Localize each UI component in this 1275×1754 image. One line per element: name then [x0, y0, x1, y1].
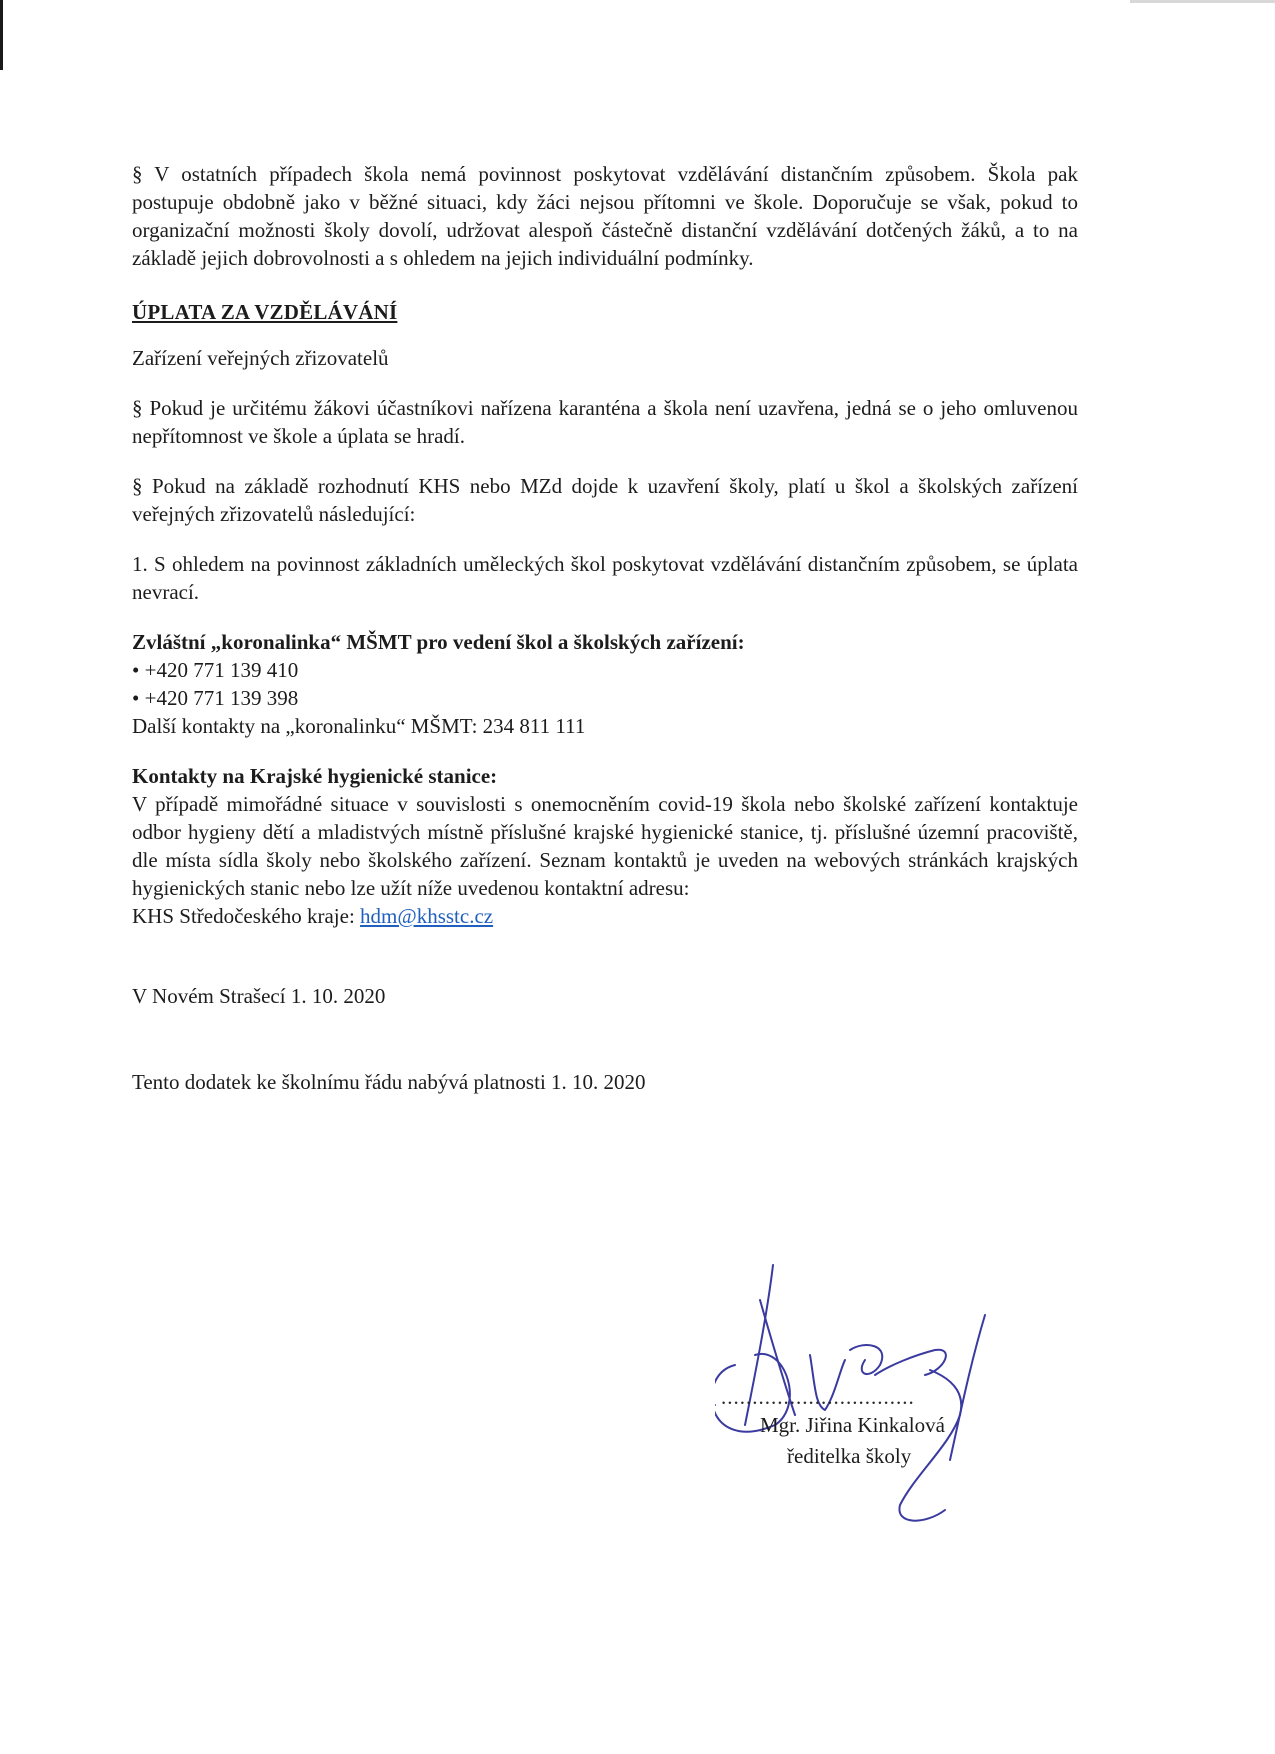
khs-label: KHS Středočeského kraje: [132, 904, 361, 928]
validity-statement: Tento dodatek ke školnímu řádu nabývá platnosti 1. 10. 2020 [132, 1070, 646, 1094]
paragraph-quarantine: § Pokud je určitému žákovi účastníkovi nařízena karanténa a škola není uzavřena, jedná se o jeho omluvenou nepřítomnost ve škole a úplata se hradí. [132, 396, 1078, 448]
heading-fee: ÚPLATA ZA VZDĚLÁVÁNÍ [132, 300, 398, 324]
signatory-role: ředitelka školy [787, 1444, 912, 1468]
khs-email-link[interactable]: hdm@khsstc.cz [360, 904, 494, 928]
signatory-name: Mgr. Jiřina Kinkalová [760, 1413, 945, 1437]
hygiene-title: Kontakty na Krajské hygienické stanice: [132, 764, 498, 788]
khs-contact [132, 902, 1078, 930]
paragraph-point-1: 1. S ohledem na povinnost základních uměleckých škol poskytovat vzdělávání distančním způsobem, se úplata nevrací. [132, 552, 1078, 604]
subheading-public-founders: Zařízení veřejných zřizovatelů [132, 346, 389, 370]
document-body [132, 160, 1078, 1096]
hotline-other-contacts: Další kontakty na „koronalinku“ MŠMT: 234 811 111 [132, 714, 586, 738]
hotline-title: Zvláštní „koronalinka“ MŠMT pro vedení škol a školských zařízení: [132, 630, 745, 654]
place-date: V Novém Strašecí 1. 10. 2020 [132, 984, 386, 1008]
hygiene-section [132, 762, 1078, 930]
scan-edge-left [0, 0, 3, 70]
hotline-phone-1: • +420 771 139 410 [132, 658, 299, 682]
scan-edge-top [1130, 0, 1275, 3]
signature-block [715, 1255, 1135, 1555]
hygiene-text: V případě mimořádné situace v souvislosti s onemocněním covid-19 škola nebo školské zařízení kontaktuje odbor hygieny dětí a mladistvých místně příslušné krajské hygienické stanice, tj. příslušné územní pracoviště, dle místa sídla školy nebo školského zařízení. Seznam kontaktů je uveden na webových stránkách krajských hygienických stanic nebo lze užít níže uvedenou kontaktní adresu: [132, 792, 1078, 900]
hotline-section [132, 628, 1078, 740]
paragraph-closure: § Pokud na základě rozhodnutí KHS nebo MZd dojde k uzavření školy, platí u škol a školských zařízení veřejných zřizovatelů následující: [132, 474, 1078, 526]
paragraph-other-cases: § V ostatních případech škola nemá povinnost poskytovat vzdělávání distančním způsobem. Škola pak postupuje obdobně jako v běžné situaci, kdy žáci nejsou přítomni ve škole. Doporučuje se však, pokud to organizační možnosti školy dovolí, udržovat alespoň částečně distanční vzdělávání dotčených žáků, a to na základě jejich dobrovolnosti a s ohledem na jejich individuální podmínky. [132, 162, 1078, 270]
hotline-phone-2: • +420 771 139 398 [132, 686, 299, 710]
signature-dotted-line: ............................... [721, 1385, 915, 1409]
